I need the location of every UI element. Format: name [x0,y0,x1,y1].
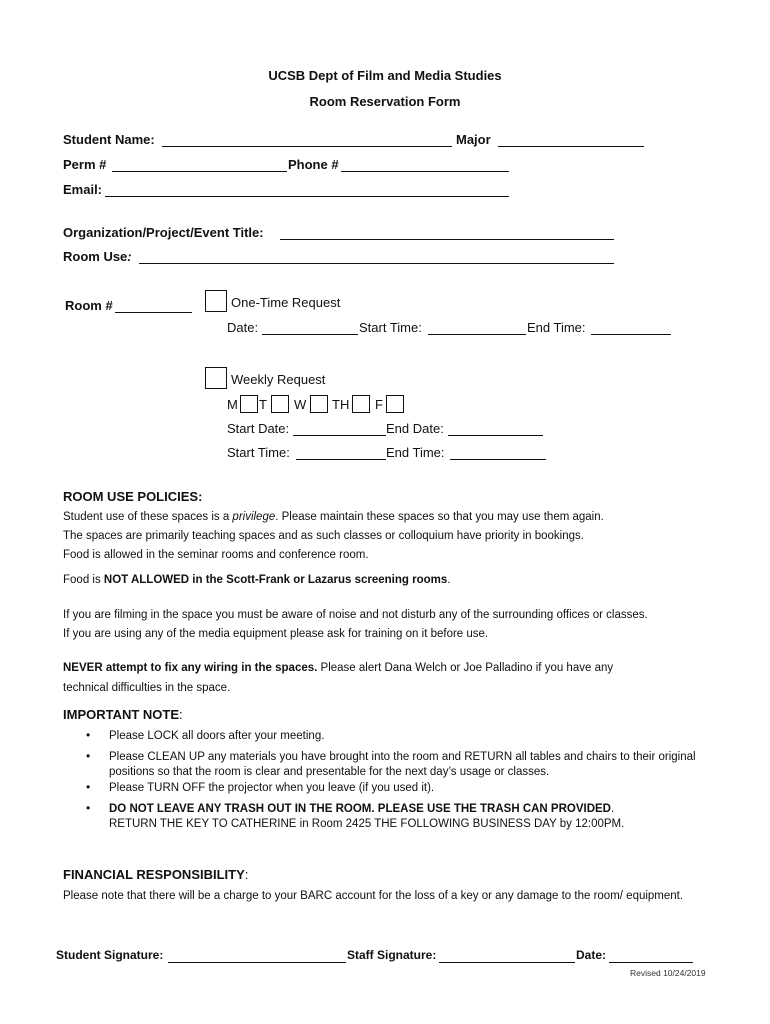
signature-date-field[interactable] [609,962,693,963]
weekly-checkbox[interactable] [205,367,227,389]
one-time-date-label: Date: [227,320,259,335]
student-signature-field[interactable] [168,962,346,963]
student-signature-label: Student Signature: [56,948,164,962]
one-time-end-field[interactable] [591,334,671,335]
note-clean-up: Please CLEAN UP any materials you have brought into the room and RETURN all tables and chairs to their original positions so that the room is clear and presentable for the next day’s usage or classes. [109,751,696,778]
policy-filming: If you are filming in the space you must be aware of noise and not disturb any of the surrounding offices or classes. [63,609,648,621]
email-label: Email: [63,182,103,197]
perm-field[interactable] [112,171,287,172]
one-time-end-label: End Time: [527,320,586,335]
bullet-icon: • [86,801,91,815]
one-time-checkbox[interactable] [205,290,227,312]
weekly-start-date-label: Start Date: [227,421,290,436]
policy-media-equipment: If you are using any of the media equipment please ask for training on it before use. [63,628,489,640]
day-f-checkbox[interactable] [386,395,404,413]
bullet-icon: • [86,780,91,794]
important-heading: IMPORTANT NOTE: [63,707,183,722]
day-th-checkbox[interactable] [352,395,370,413]
room-use-label: Room Use: [63,249,132,264]
phone-label: Phone # [288,157,339,172]
weekly-label: Weekly Request [231,372,326,387]
room-number-label: Room # [65,298,113,313]
day-m-label: M [227,397,238,412]
org-title-label: Organization/Project/Event Title: [63,225,264,240]
day-m-checkbox[interactable] [240,395,258,413]
policy-food-not-allowed: Food is NOT ALLOWED in the Scott-Frank or Lazarus screening rooms. [63,574,451,586]
note-lock-doors: Please LOCK all doors after your meeting. [109,730,325,742]
signature-date-label: Date: [576,948,607,962]
bullet-icon: • [86,749,91,763]
day-w-label: W [294,397,307,412]
policy-teaching-spaces: The spaces are primarily teaching spaces and as such classes or colloquium have priority in bookings. [63,530,584,542]
weekly-start-time-field[interactable] [296,459,386,460]
day-t-checkbox[interactable] [271,395,289,413]
one-time-start-label: Start Time: [359,320,422,335]
policy-privilege: Student use of these spaces is a privilege. Please maintain these spaces so that you may use them again. [63,511,604,523]
staff-signature-field[interactable] [439,962,575,963]
weekly-end-time-label: End Time: [386,445,445,460]
policy-food-allowed: Food is allowed in the seminar rooms and conference room. [63,549,369,561]
major-field[interactable] [498,146,644,147]
day-th-label: TH [332,397,350,412]
student-name-field[interactable] [162,146,452,147]
financial-text: Please note that there will be a charge to your BARC account for the loss of a key or any damage to the room/ equipment. [63,890,684,902]
email-field[interactable] [105,196,509,197]
perm-label: Perm # [63,157,107,172]
day-t-label: T [259,397,267,412]
phone-field[interactable] [341,171,509,172]
note-projector: Please TURN OFF the projector when you leave (if you used it). [109,782,435,794]
policy-technical: technical difficulties in the space. [63,682,231,694]
note-trash-key: DO NOT LEAVE ANY TRASH OUT IN THE ROOM. PLEASE USE THE TRASH CAN PROVIDED. RETURN THE KEY TO CATHERINE in Room 2425 THE FOLLOWING BUSINESS DAY by 12:00PM. [109,803,625,830]
policies-heading: ROOM USE POLICIES: [63,489,203,504]
weekly-start-time-label: Start Time: [227,445,290,460]
student-name-label: Student Name: [63,132,155,147]
revised-date: Revised 10/24/2019 [630,968,706,978]
one-time-label: One-Time Request [231,295,341,310]
room-use-field[interactable] [139,263,614,264]
department-title: UCSB Dept of Film and Media Studies [268,68,502,83]
org-title-field[interactable] [280,239,614,240]
weekly-start-date-field[interactable] [293,435,386,436]
weekly-end-date-label: End Date: [386,421,444,436]
day-w-checkbox[interactable] [310,395,328,413]
one-time-start-field[interactable] [428,334,526,335]
bullet-icon: • [86,728,91,742]
weekly-end-time-field[interactable] [450,459,546,460]
major-label: Major [456,132,491,147]
financial-heading: FINANCIAL RESPONSIBILITY: [63,867,249,882]
staff-signature-label: Staff Signature: [347,948,437,962]
room-number-field[interactable] [115,312,192,313]
form-title: Room Reservation Form [309,94,461,109]
day-f-label: F [375,397,383,412]
weekly-end-date-field[interactable] [448,435,543,436]
one-time-date-field[interactable] [262,334,358,335]
policy-wiring: NEVER attempt to fix any wiring in the spaces. Please alert Dana Welch or Joe Palladino if you have any [63,662,614,674]
